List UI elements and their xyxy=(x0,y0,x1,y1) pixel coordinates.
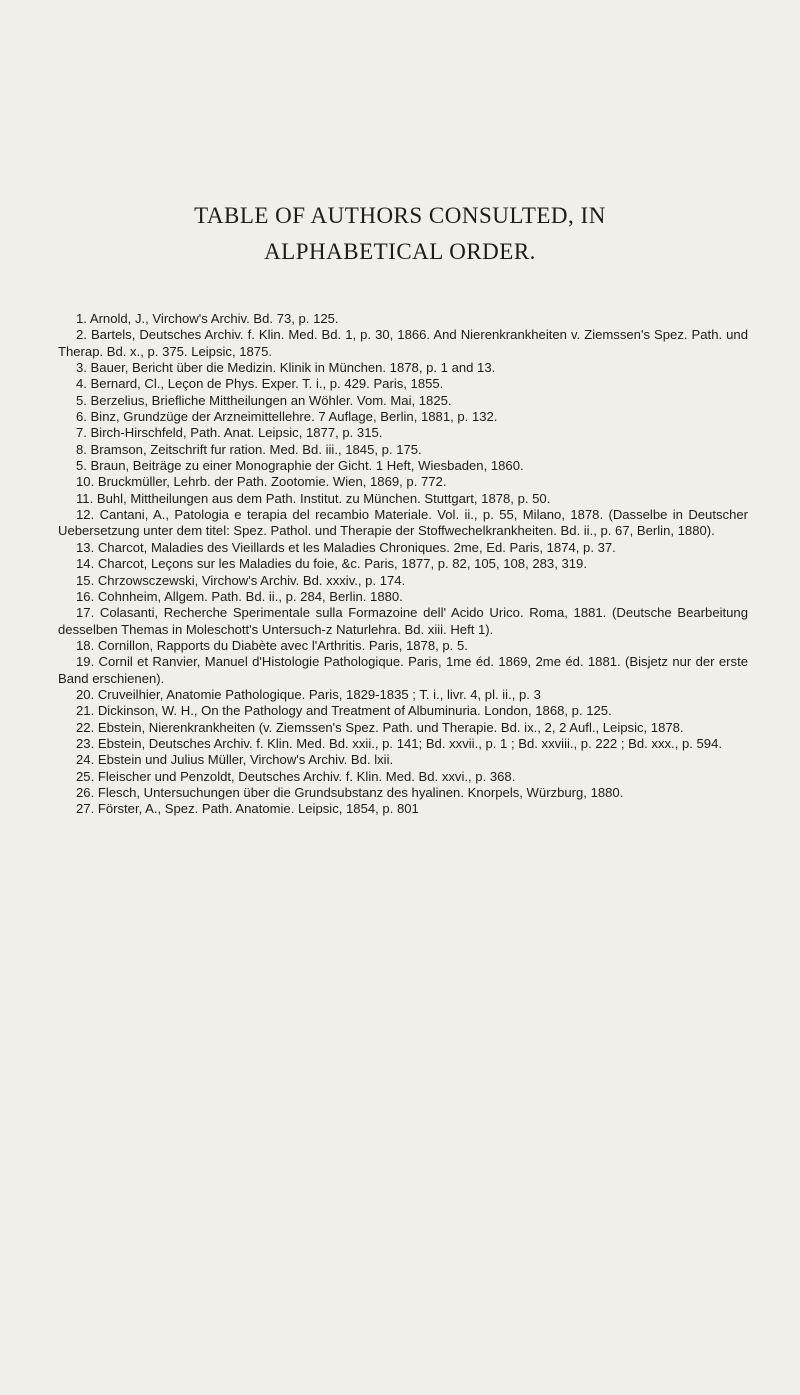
bibliography-entry: 5. Berzelius, Briefliche Mittheilungen an Wöhler. Vom. Mai, 1825. xyxy=(76,392,452,408)
bibliography-entry: 19. Cornil et Ranvier, Manuel d'Histologie Pathologique. Paris, 1me éd. 1869, 2me éd. 1881. (Bisjetz nur der erste Band erschienen). xyxy=(58,654,748,686)
bibliography-entry: 12. Cantani, A., Patologia e terapia del recambio Materiale. Vol. ii., p. 55, Milano, 1878. (Dasselbe in Deutscher Uebersetzung unter dem titel: Spez. Pathol. und Therapie der Stoffwechelkrankheiten. Bd. ii., p. 67, Berlin, 1880). xyxy=(58,507,748,539)
bibliography-entry: 2. Bartels, Deutsches Archiv. f. Klin. Med. Bd. 1, p. 30, 1866. And Nierenkrankheiten v. Ziemssen's Spez. Path. und Therap. Bd. x., p. 375. Leipsic, 1875. xyxy=(58,327,748,359)
bibliography-entry: 23. Ebstein, Deutsches Archiv. f. Klin. Med. Bd. xxii., p. 141; Bd. xxvii., p. 1 ; Bd. xxviii., p. 222 ; Bd. xxx., p. 594. xyxy=(76,735,723,751)
page-title-line-1: TABLE OF AUTHORS CONSULTED, IN xyxy=(194,203,606,228)
bibliography-entry: 27. Förster, A., Spez. Path. Anatomie. Leipsic, 1854, p. 801 xyxy=(76,801,419,817)
bibliography-entry: 16. Cohnheim, Allgem. Path. Bd. ii., p. 284, Berlin. 1880. xyxy=(76,588,403,604)
bibliography-entry: 11. Buhl, Mittheilungen aus dem Path. Institut. zu München. Stuttgart, 1878, p. 50. xyxy=(76,490,551,506)
bibliography-entry: 15. Chrzowsczewski, Virchow's Archiv. Bd. xxxiv., p. 174. xyxy=(76,572,406,588)
bibliography-entry: 22. Ebstein, Nierenkrankheiten (v. Ziemssen's Spez. Path. und Therapie. Bd. ix., 2, 2 Aufl., Leipsic, 1878. xyxy=(76,719,684,735)
bibliography-entry: 1. Arnold, J., Virchow's Archiv. Bd. 73, p. 125. xyxy=(76,311,339,326)
bibliography-entry: 6. Binz, Grundzüge der Arzneimittellehre. 7 Auflage, Berlin, 1881, p. 132. xyxy=(76,409,498,425)
bibliography-entry: 20. Cruveilhier, Anatomie Pathologique. Paris, 1829-1835 ; T. i., livr. 4, pl. ii., p. 3 xyxy=(76,686,541,702)
bibliography-entry: 21. Dickinson, W. H., On the Pathology and Treatment of Albuminuria. London, 1868, p. 125. xyxy=(76,703,612,719)
bibliography-entry: 13. Charcot, Maladies des Vieillards et les Maladies Chroniques. 2me, Ed. Paris, 1874, p. 37. xyxy=(76,539,616,555)
bibliography-entry: 5. Braun, Beiträge zu einer Monographie der Gicht. 1 Heft, Wiesbaden, 1860. xyxy=(76,458,524,474)
bibliography-entry: 18. Cornillon, Rapports du Diabète avec l'Arthritis. Paris, 1878, p. 5. xyxy=(76,637,468,653)
bibliography-entry: 7. Birch-Hirschfeld, Path. Anat. Leipsic, 1877, p. 315. xyxy=(76,425,383,441)
bibliography-entry: 17. Colasanti, Recherche Sperimentale sulla Formazoine dell' Acido Urico. Roma, 1881. (Deutsche Bearbeitung desselben Themas in Moleschott's Untersuch-z Naturlehra. Bd. xiii. Heft 1). xyxy=(58,605,748,637)
bibliography-entry: 8. Bramson, Zeitschrift fur ration. Med. Bd. iii., 1845, p. 175. xyxy=(76,441,422,457)
bibliography-entry: 14. Charcot, Leçons sur les Maladies du foie, &c. Paris, 1877, p. 82, 105, 108, 283, 319. xyxy=(76,556,587,572)
bibliography-entry: 3. Bauer, Bericht über die Medizin. Klinik in München. 1878, p. 1 and 13. xyxy=(76,360,496,376)
bibliography-entry: 4. Bernard, Cl., Leçon de Phys. Exper. T. i., p. 429. Paris, 1855. xyxy=(76,376,444,392)
page-title-line-2: ALPHABETICAL ORDER. xyxy=(264,239,536,264)
bibliography-list xyxy=(58,311,748,818)
bibliography-entry: 26. Flesch, Untersuchungen über die Grundsubstanz des hyalinen. Knorpels, Würzburg, 1880. xyxy=(76,784,624,800)
bibliography-entry: 10. Bruckmüller, Lehrb. der Path. Zootomie. Wien, 1869, p. 772. xyxy=(76,474,447,490)
bibliography-entry: 24. Ebstein und Julius Müller, Virchow's Archiv. Bd. lxii. xyxy=(76,752,394,768)
bibliography-entry: 25. Fleischer und Penzoldt, Deutsches Archiv. f. Klin. Med. Bd. xxvi., p. 368. xyxy=(76,768,516,784)
